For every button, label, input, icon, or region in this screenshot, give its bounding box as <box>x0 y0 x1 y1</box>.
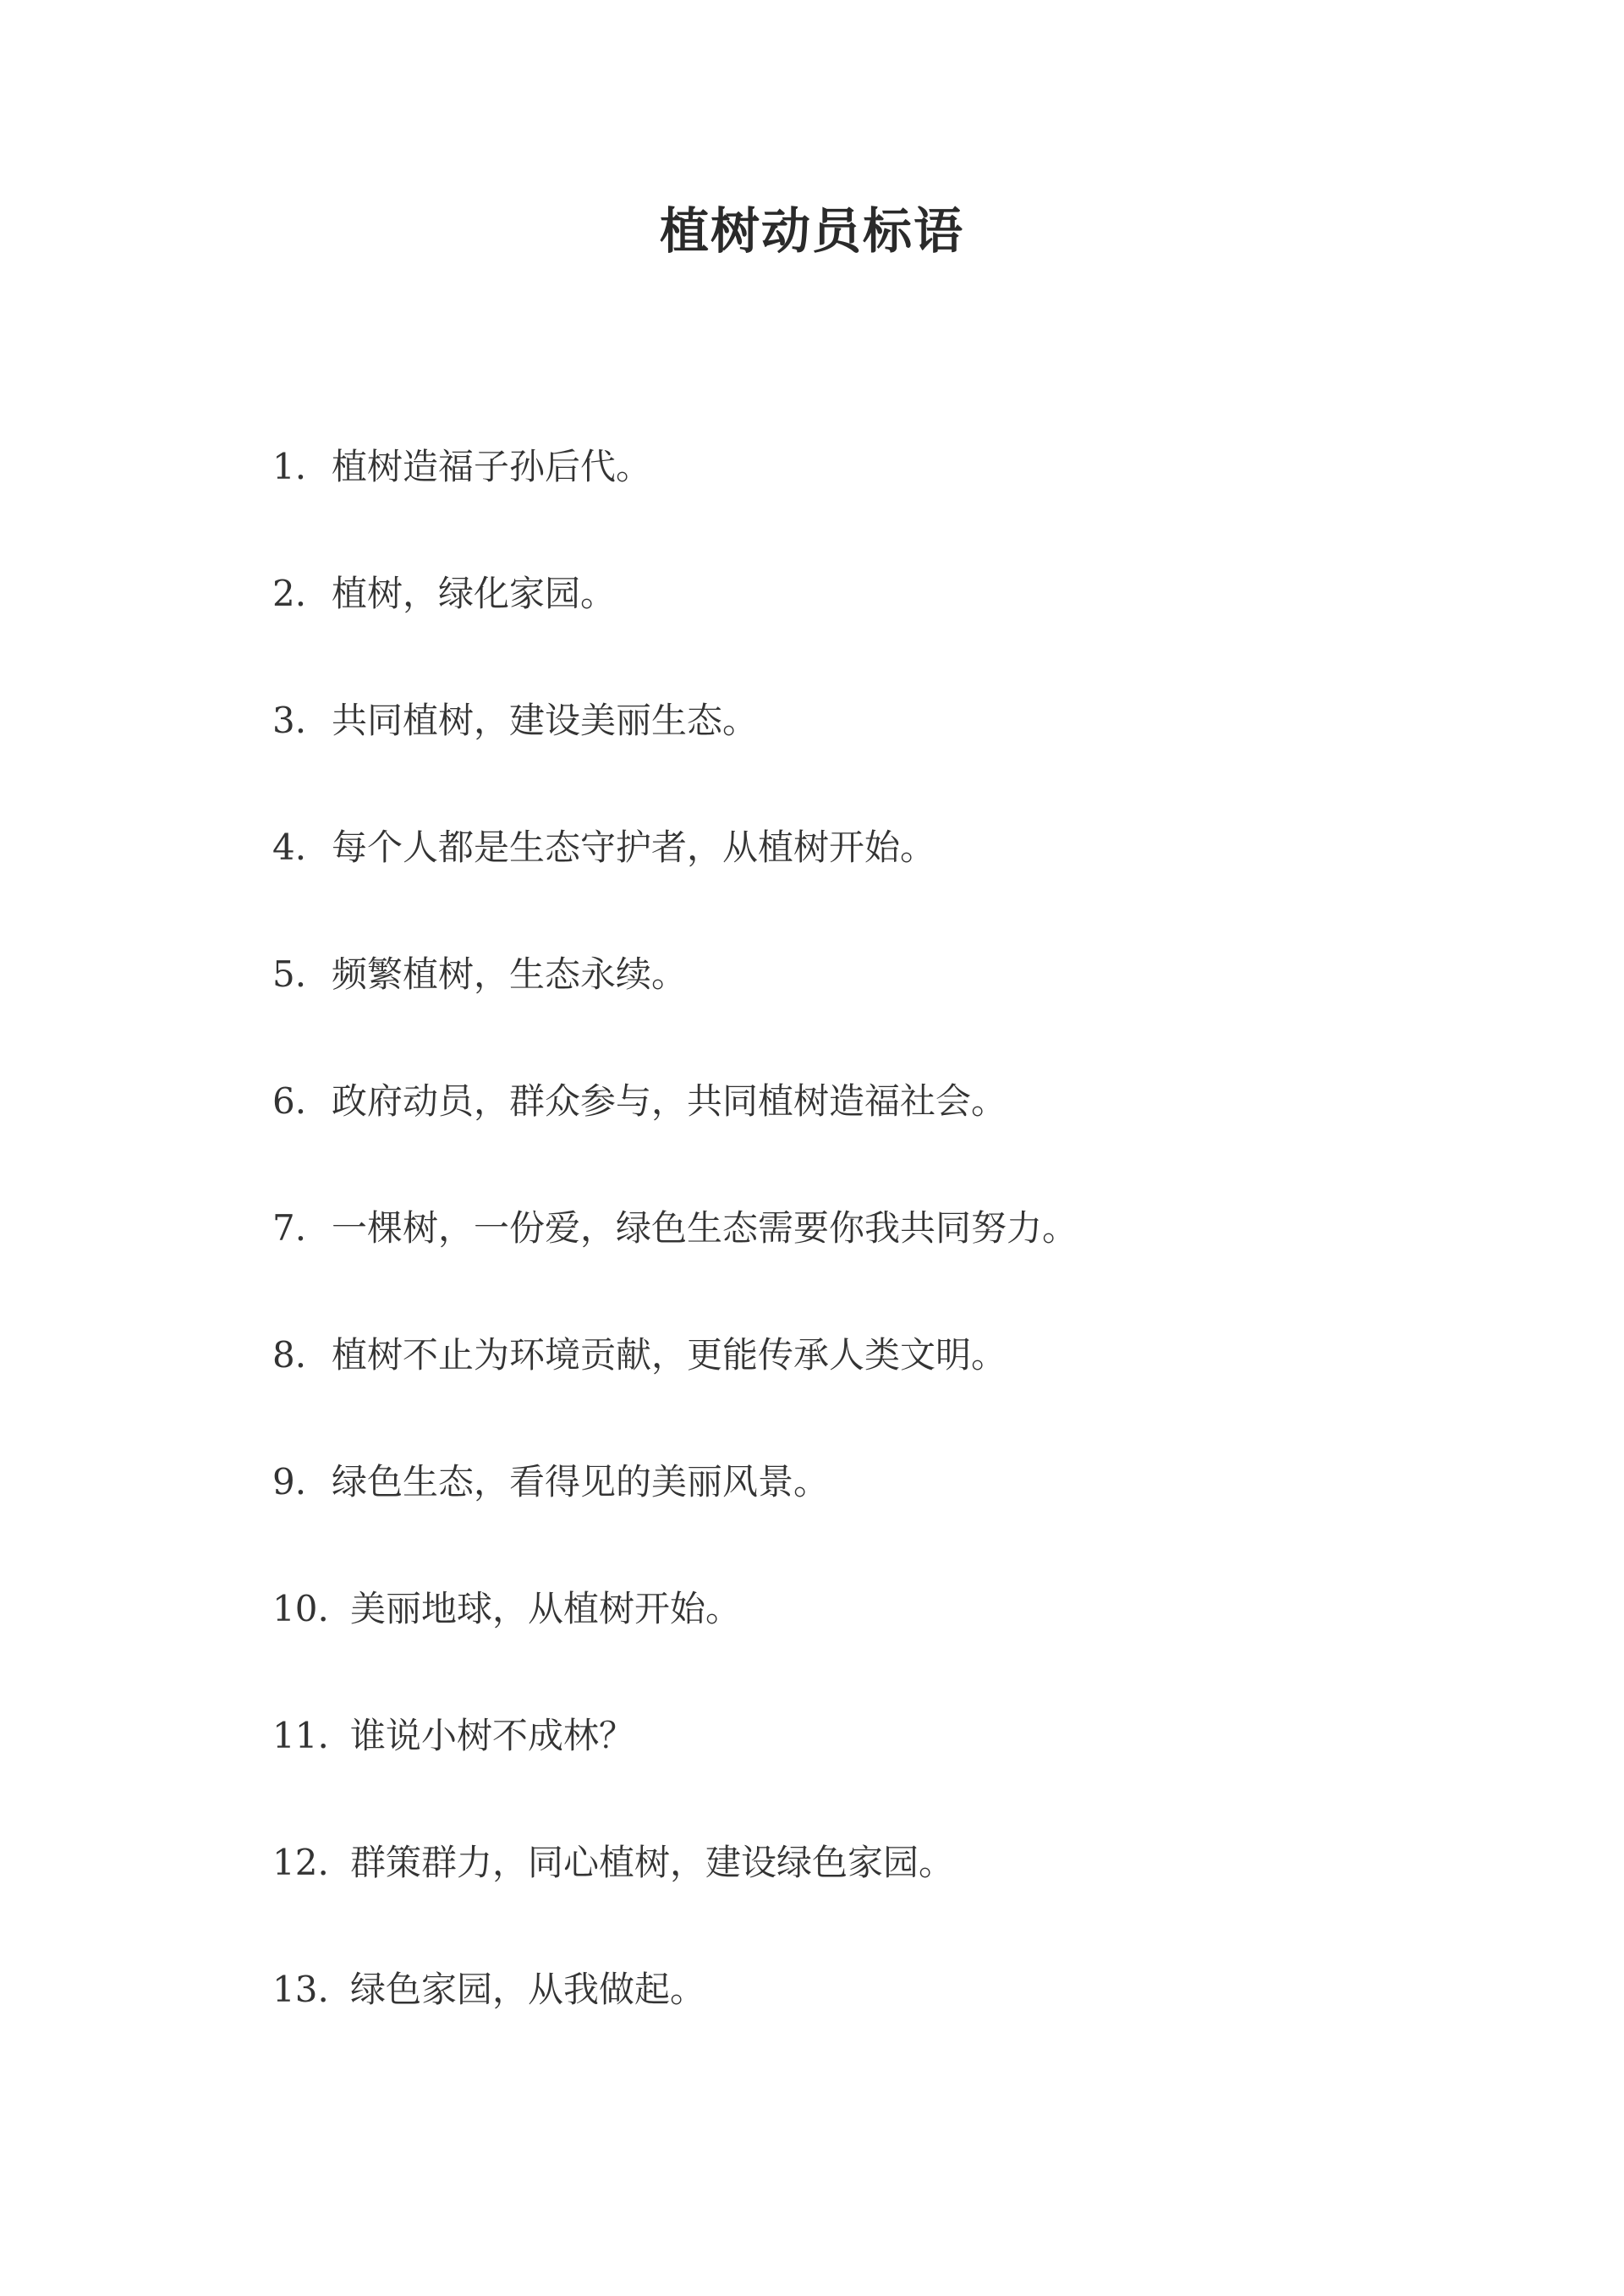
slogan-text: 绿色家园，从我做起。 <box>350 1969 706 2010</box>
slogan-text: 一棵树，一份爱，绿色生态需要你我共同努力。 <box>332 1207 1078 1249</box>
slogan-text: 谁说小树不成林？ <box>350 1715 635 1756</box>
item-number: 8. <box>272 1334 307 1376</box>
item-number: 10. <box>272 1588 329 1629</box>
list-item <box>272 941 1541 1068</box>
list-item <box>272 1575 1541 1702</box>
item-number: 2. <box>272 573 307 614</box>
item-number: 5. <box>272 953 307 995</box>
item-number: 13. <box>272 1969 329 2010</box>
item-number: 7. <box>272 1207 307 1249</box>
slogan-text: 群策群力，同心植树，建设绿色家园。 <box>350 1842 955 1883</box>
list-item <box>272 1321 1541 1448</box>
slogan-text: 每个人都是生态守护者，从植树开始。 <box>332 827 936 868</box>
item-number: 9. <box>272 1461 307 1502</box>
slogan-text: 植树不止为环境贡献，更能传承人类文明。 <box>332 1334 1007 1376</box>
list-item <box>272 1829 1541 1956</box>
list-item <box>272 1702 1541 1829</box>
slogan-text: 绿色生态，看得见的美丽风景。 <box>332 1461 830 1502</box>
item-number: 1. <box>272 446 307 487</box>
list-item <box>272 433 1541 560</box>
list-item <box>272 1195 1541 1321</box>
slogan-text: 植树，绿化家园。 <box>332 573 617 614</box>
list-item <box>272 687 1541 814</box>
list-item <box>272 1448 1541 1575</box>
item-number: 12. <box>272 1842 329 1883</box>
item-number: 3. <box>272 700 307 741</box>
list-item <box>272 1068 1541 1195</box>
list-item <box>272 1956 1541 2083</box>
slogan-text: 植树造福子孙后代。 <box>332 446 652 487</box>
slogan-text: 政府动员，群众参与，共同植树造福社会。 <box>332 1080 1007 1122</box>
item-number: 11. <box>272 1715 329 1756</box>
list-item <box>272 814 1541 941</box>
list-item <box>272 560 1541 687</box>
item-number: 4. <box>272 827 307 868</box>
item-number: 6. <box>272 1080 307 1122</box>
slogan-text: 频繁植树，生态永续。 <box>332 953 688 995</box>
page-title: 植树动员标语 <box>659 202 964 260</box>
slogan-list <box>272 433 1541 2083</box>
slogan-text: 美丽地球，从植树开始。 <box>350 1588 742 1629</box>
slogan-text: 共同植树，建设美丽生态。 <box>332 700 759 741</box>
